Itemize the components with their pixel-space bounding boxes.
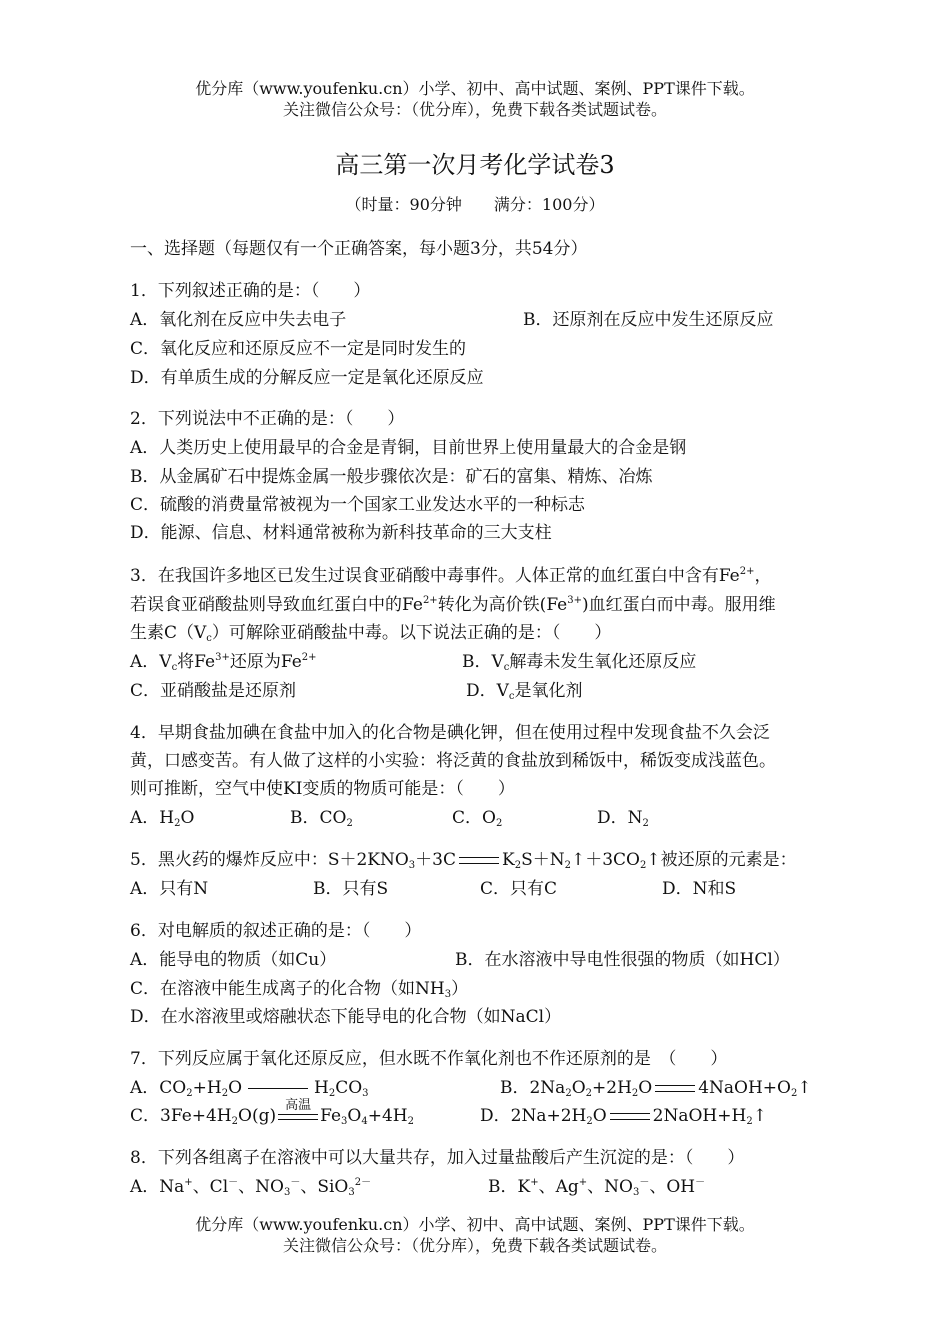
q1-option-a: A．氧化剂在反应中失去电子	[130, 310, 347, 330]
q1-stem: 1．下列叙述正确的是：（ ）	[130, 281, 371, 301]
q5-option-a: A．只有N	[130, 879, 209, 899]
q1-option-d: D．有单质生成的分解反应一定是氧化还原反应	[130, 368, 484, 388]
q6-option-c: C．在溶液中能生成离子的化合物（如$NH_3$）	[130, 979, 469, 1000]
q2-option-a: A．人类历史上使用最早的合金是青铜，目前世界上使用量最大的合金是钢	[130, 438, 687, 458]
q5-stem: 5．黑火药的爆炸反应中：$S+2KNO_3+3C$ $K_2S+N_2↑+3CO_2↑$被还原的元素是：	[130, 850, 797, 871]
q7-option-c: C．$3Fe+4H_2O(g)$ 高温 $Fe_3O_4+4H_2$	[130, 1101, 414, 1127]
q7-option-a: A．$CO_2+H_2O$ $H_2CO_3$	[130, 1078, 369, 1099]
header-line-1: 优分库（www.youfenku.cn）小学、初中、高中试题、案例、PPT课件下载。	[195, 79, 755, 98]
header-line-2: 关注微信公众号：（优分库），免费下载各类试题试卷。	[282, 100, 667, 119]
q5-option-d: D．N和S	[662, 879, 737, 899]
q4-option-c: C．$O_2$	[452, 808, 503, 829]
footer-line-1: 优分库（www.youfenku.cn）小学、初中、高中试题、案例、PPT课件下载。	[195, 1215, 755, 1234]
q4-stem-line-3: 则可推断，空气中使KI变质的物质可能是：（ ）	[130, 779, 515, 799]
q1-option-c: C．氧化反应和还原反应不一定是同时发生的	[130, 339, 467, 359]
q3-option-d: D．$V_c$是氧化剂	[466, 681, 583, 702]
q3-option-c: C．亚硝酸盐是还原剂	[130, 681, 297, 701]
q8-stem: 8．下列各组离子在溶液中可以大量共存，加入过量盐酸后产生沉淀的是：（ ）	[130, 1148, 745, 1168]
reversible-arrow-icon	[242, 1084, 314, 1094]
exam-info: （时量：90分钟 满分：100分）	[345, 195, 605, 214]
page-title: 高三第一次月考化学试卷3	[335, 151, 615, 179]
q7-option-b: B．$2Na_2O_2+2H_2O$ $4NaOH+O_2↑$	[500, 1078, 812, 1099]
q4-stem-line-1: 4．早期食盐加碘在食盐中加入的化合物是碘化钾，但在使用过程中发现食盐不久会泛	[130, 723, 770, 743]
q5-option-b: B．只有S	[313, 879, 389, 899]
q3-stem-line-3: 生素$C(V_c)$可解除亚硝酸盐中毒。以下说法正确的是：（ ）	[130, 623, 612, 644]
q3-stem-line-2: 若误食亚硝酸盐则导致血红蛋白中的$Fe^{2+}$转化为高价铁$(Fe^{3+})$血红蛋白而中毒。服用维	[130, 595, 776, 615]
q3-option-b: B．$V_c$解毒未发生氧化还原反应	[462, 652, 697, 673]
q7-option-d: D．$2Na+2H_2O$ $2NaOH+H_2↑$	[480, 1106, 767, 1127]
q6-option-b: B．在水溶液中导电性很强的物质（如HCl）	[455, 950, 790, 970]
condition-label: 高温	[285, 1097, 312, 1113]
q8-option-b: B．K+、Ag+、$NO_3^-$、OH－	[488, 1177, 706, 1198]
q4-option-b: B．$CO_2$	[290, 808, 353, 829]
q8-option-a: A．Na+、Cl－、$NO_3^-$、SiO$_3^{2-}$	[130, 1177, 372, 1198]
q2-option-c: C．硫酸的消费量常被视为一个国家工业发达水平的一种标志	[130, 495, 586, 515]
q6-stem: 6．对电解质的叙述正确的是：（ ）	[130, 921, 422, 941]
q6-option-d: D．在水溶液里或熔融状态下能导电的化合物（如NaCl）	[130, 1007, 562, 1027]
q1-option-b: B．还原剂在反应中发生还原反应	[523, 310, 774, 330]
q4-option-a: A．$H_2O$	[130, 808, 195, 829]
q2-option-b: B．从金属矿石中提炼金属一般步骤依次是：矿石的富集、精炼、冶炼	[130, 467, 653, 487]
q4-stem-line-2: 黄，口感变苦。有人做了这样的小实验：将泛黄的食盐放到稀饭中，稀饭变成浅蓝色。	[130, 751, 776, 771]
q2-option-d: D．能源、信息、材料通常被称为新科技革命的三大支柱	[130, 523, 552, 543]
q6-option-a: A．能导电的物质（如Cu）	[130, 950, 337, 970]
q3-option-a: A．$V_c$将$Fe^{3+}$还原为$Fe^{2+}$	[130, 652, 317, 673]
q4-option-d: D．$N_2$	[597, 808, 649, 829]
q5-option-c: C．只有C	[480, 879, 558, 899]
q7-stem: 7．下列反应属于氧化还原反应，但水既不作氧化剂也不作还原剂的是 （ ）	[130, 1049, 728, 1069]
footer-line-2: 关注微信公众号：（优分库），免费下载各类试题试卷。	[282, 1236, 667, 1255]
section-heading: 一、选择题（每题仅有一个正确答案，每小题3分，共54分）	[130, 239, 588, 259]
q3-stem-line-1: 3．在我国许多地区已发生过误食亚硝酸中毒事件。人体正常的血红蛋白中含有$Fe^{2+}$，	[130, 566, 772, 586]
q2-stem: 2．下列说法中不正确的是：（ ）	[130, 409, 405, 429]
